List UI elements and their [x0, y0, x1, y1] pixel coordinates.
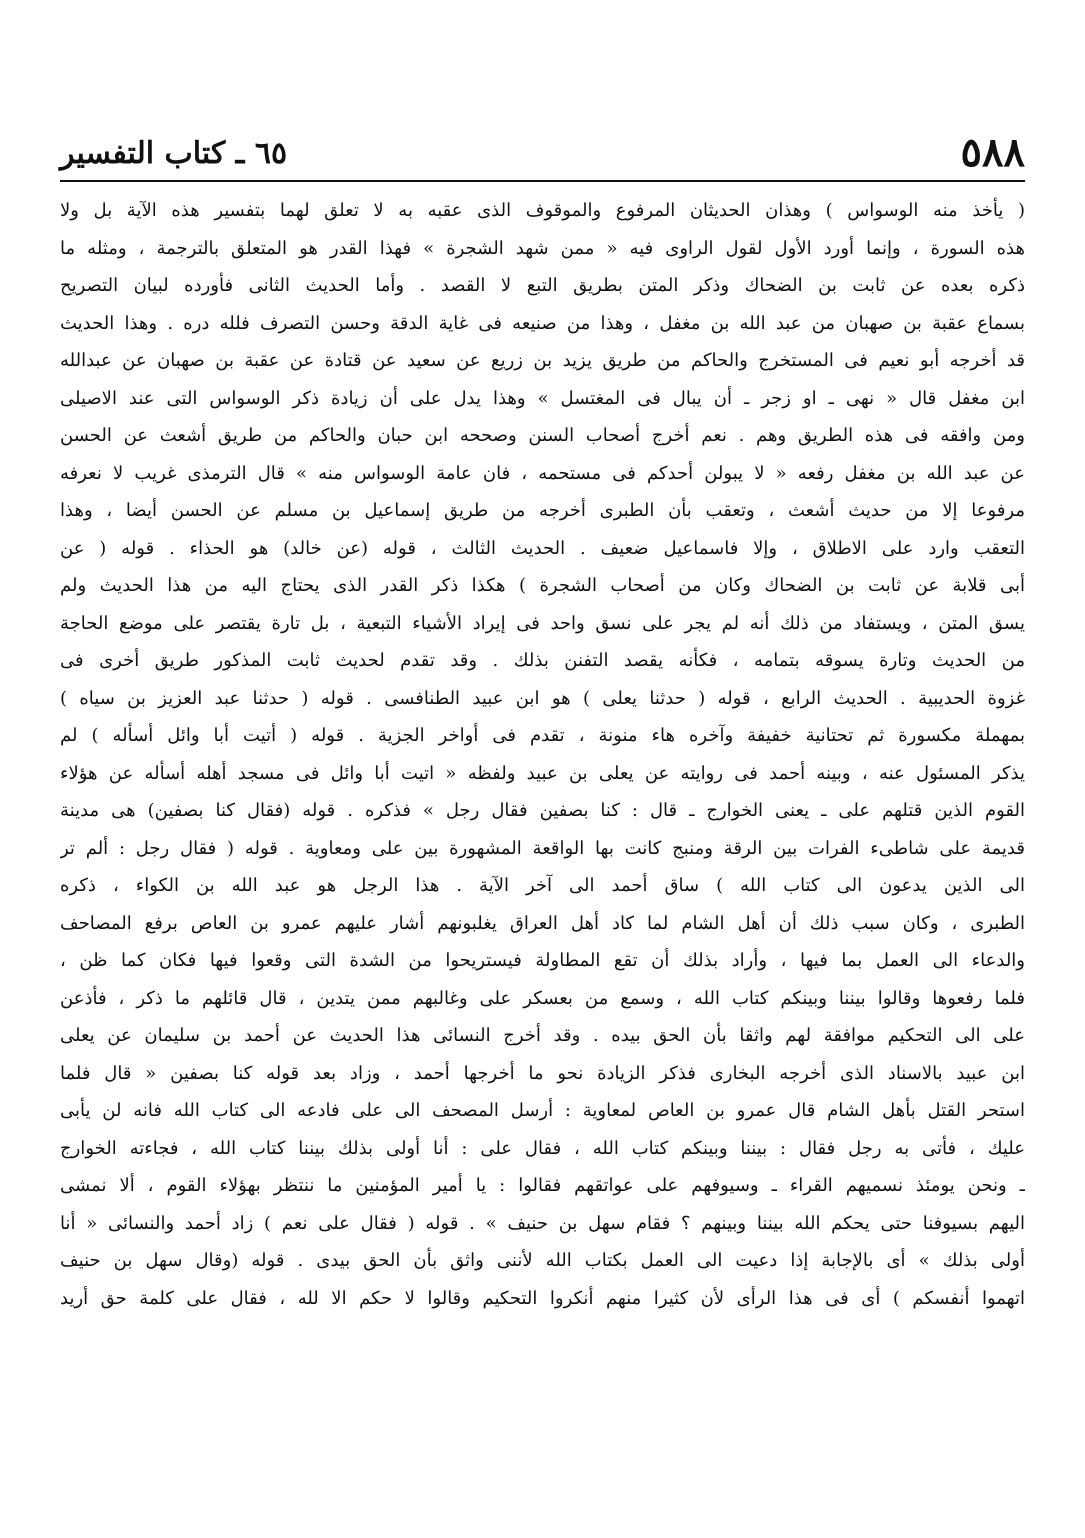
- text-line: أولى بذلك » أى بالإجابة إذا دعيت الى العمل بكتاب الله لأننى واثق بأن الحق بيدى . قوله (وقال سهل بن حنيف: [60, 1250, 1025, 1271]
- page-header: [60, 130, 1025, 180]
- text-line: قد أخرجه أبو نعيم فى المستخرج والحاكم من طريق يزيد بن زريع عن سعيد عن قتادة عن عقبة بن صهبان عن عبدالله: [60, 350, 1025, 371]
- text-line: الطبرى ، وكان سبب ذلك أن أهل الشام لما كاد أهل العراق يغلبونهم أشار عليهم عمرو بن العاص برفع المصاحف: [60, 912, 1025, 934]
- text-line: أبى قلابة عن ثابت بن الضحاك وكان من أصحاب الشجرة ) هكذا ذكر القدر الذى يحتاج اليه من هذا الحديث ولم: [60, 575, 1025, 596]
- text-line: عن عبد الله بن مغفل رفعه « لا يبولن أحدكم فى مستحمه ، فان عامة الوسواس منه » قال الترمذى غريب لا نعرفه: [60, 462, 1025, 484]
- text-line: الى الذين يدعون الى كتاب الله ) ساق أحمد الى آخر الآية . هذا الرجل هو عبد الله بن الكواء ، ذكره: [60, 875, 1025, 896]
- text-line: على الى التحكيم موافقة لهم واثقا بأن الحق بيده . وقد أخرج النسائى هذا الحديث عن أحمد بن سليمان عن يعلى: [60, 1025, 1025, 1046]
- text-line: عليك ، فأتى به رجل فقال : بيننا وبينكم كتاب الله ، فقال على : أنا أولى بذلك بيننا كتاب الله ، فجاءته الخوارج: [60, 1137, 1025, 1159]
- text-line: هذه السورة ، وإنما أورد الأول لقول الراوى فيه « ممن شهد الشجرة » فهذا القدر هو المتعلق بالترجمة ، ومثله ما: [60, 237, 1025, 259]
- text-line: مرفوعا إلا من حديث أشعث ، وتعقب بأن الطبرى أخرجه من طريق إسماعيل بن مسلم عن الحسن أيضا ، وهذا: [60, 500, 1025, 521]
- text-line: ابن مغفل قال « نهى ـ او زجر ـ أن يبال فى المغتسل » وهذا يدل على أن زيادة ذكر الوسواس التى عند الاصيلى: [60, 387, 1025, 409]
- text-line: قديمة على شاطىء الفرات بين الرقة ومنبج كانت بها الواقعة المشهورة بين على ومعاوية . قوله ( فقال رجل : ألم تر: [60, 837, 1025, 859]
- text-line: القوم الذين قتلهم على ـ يعنى الخوارج ـ قال : كنا بصفين فقال رجل » فذكره . قوله (فقال كنا بصفين) هى مدينة: [60, 800, 1025, 821]
- text-line: من الحديث وتارة يسوقه بتمامه ، فكأنه يقصد التفنن بذلك . وقد تقدم لحديث ثابت المذكور طريق أخرى فى: [60, 650, 1025, 671]
- text-line: ذكره بعده عن ثابت بن الضحاك وذكر المتن بطريق التبع لا القصد . وأما الحديث الثانى فأورده لبيان التصريح: [60, 275, 1025, 296]
- page-number: ٥٨٨: [960, 129, 1025, 176]
- text-line: ( يأخذ منه الوسواس ) وهذان الحديثان المرفوع والموقوف الذى عقبه به لا تعلق لهما بتفسير هذه الآية بل ولا: [60, 200, 1025, 221]
- text-line: يسق المتن ، ويستفاد من ذلك أنه لم يجر على نسق واحد فى إيراد الأشياء التبعية ، بل تارة يقتصر على موضع الحاجة: [60, 612, 1025, 634]
- text-line: فلما رفعوها وقالوا بيننا وبينكم كتاب الله ، وسمع من بعسكر على وغالبهم ممن يتدين ، قال قائلهم ما ذكر ، فأذعن: [60, 987, 1025, 1009]
- text-line: ابن عبيد بالاسناد الذى أخرجه البخارى فذكر الزيادة نحو ما أخرجها أحمد ، وزاد بعد قوله كنا بصفين « قال فلما: [60, 1062, 1025, 1084]
- text-line: والدعاء الى العمل بما فيها ، وأراد بذلك أن تقع المطاولة فيستريحوا من الشدة التى وقعوا فيها فكان كما ظن ،: [60, 950, 1025, 971]
- text-line: بمهملة مكسورة ثم تحتانية خفيفة وآخره هاء منونة ، تقدم فى أواخر الجزية . قوله ( أتيت أبا وائل أسأله ) لم: [60, 725, 1025, 746]
- text-line: بسماع عقبة بن صهبان من عبد الله بن مغفل ، وهذا من صنيعه فى غاية الدقة وحسن التصرف فلله دره . وهذا الحديث: [60, 312, 1025, 334]
- header-rule: [60, 180, 1025, 182]
- text-line: ومن وافقه فى هذه الطريق وهم . نعم أخرج أصحاب السنن وصححه ابن حبان والحاكم من طريق أشعث عن الحسن: [60, 425, 1025, 446]
- text-line: يذكر المسئول عنه ، وبينه أحمد فى روايته عن يعلى بن عبيد ولفظه « اتيت أبا وائل فى مسجد أهله أسأله عن هؤلاء: [60, 762, 1025, 784]
- commentary-text: [60, 192, 1025, 1317]
- text-line: اليهم بسيوفنا حتى يحكم الله بيننا وبينهم ؟ فقام سهل بن حنيف » . قوله ( فقال على نعم ) زاد أحمد والنسائى « أنا: [60, 1212, 1025, 1234]
- text-line: اتهموا أنفسكم ) أى فى هذا الرأى لأن كثيرا منهم أنكروا التحكيم وقالوا لا حكم الا لله ، فقال على كلمة حق أريد: [60, 1287, 1025, 1309]
- text-line: استحر القتل بأهل الشام قال عمرو بن العاص لمعاوية : أرسل المصحف الى على فادعه الى كتاب الله فانه لن يأبى: [60, 1100, 1025, 1121]
- text-line: ـ ونحن يومئذ نسميهم القراء ـ وسيوفهم على عواتقهم فقالوا : يا أمير المؤمنين ما ننتظر بهؤلاء القوم ، ألا نمشى: [60, 1175, 1025, 1196]
- text-line: التعقب وارد على الاطلاق ، وإلا فاسماعيل ضعيف . الحديث الثالث ، قوله (عن خالد) هو الحذاء . قوله ( عن: [60, 537, 1025, 559]
- text-line: غزوة الحديبية . الحديث الرابع ، قوله ( حدثنا يعلى ) هو ابن عبيد الطنافسى . قوله ( حدثنا عبد العزيز بن سياه ): [60, 687, 1025, 709]
- chapter-title: ٦٥ ـ كتاب التفسير: [60, 136, 288, 171]
